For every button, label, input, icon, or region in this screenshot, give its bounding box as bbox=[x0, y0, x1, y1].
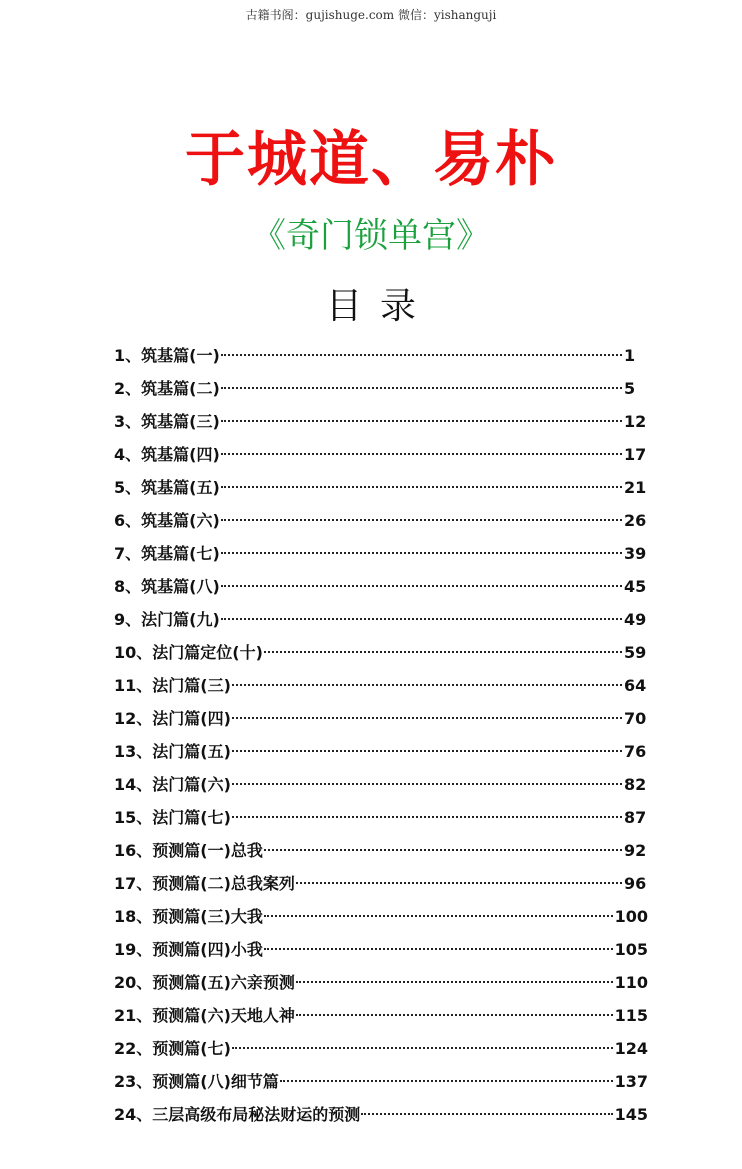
toc-entry-page: 17 bbox=[624, 445, 647, 464]
toc-entry[interactable] bbox=[114, 770, 648, 803]
toc-entry-label: 7、筑基篇(七) bbox=[114, 544, 220, 563]
toc-entry-label: 2、筑基篇(二) bbox=[114, 379, 220, 398]
toc-entry-page: 5 bbox=[624, 379, 636, 398]
toc-entry-label: 8、筑基篇(八) bbox=[114, 577, 220, 596]
toc-entry[interactable] bbox=[114, 968, 648, 1001]
toc-dot-leader bbox=[221, 354, 622, 356]
toc-entry-label: 14、法门篇(六) bbox=[114, 775, 231, 794]
toc-entry-label: 19、预测篇(四)小我 bbox=[114, 940, 263, 959]
toc-dot-leader bbox=[221, 387, 622, 389]
document-subtitle: 《奇门锁单宫》 bbox=[252, 216, 490, 256]
toc-entry-page: 45 bbox=[624, 577, 647, 596]
table-of-contents bbox=[114, 341, 648, 1133]
toc-entry-page: 64 bbox=[624, 676, 647, 695]
toc-entry-page: 59 bbox=[624, 643, 647, 662]
toc-dot-leader bbox=[264, 651, 622, 653]
toc-entry-page: 100 bbox=[614, 907, 648, 926]
toc-dot-leader bbox=[232, 783, 622, 785]
toc-dot-leader bbox=[221, 453, 622, 455]
toc-entry[interactable] bbox=[114, 407, 648, 440]
toc-dot-leader bbox=[280, 1080, 613, 1082]
toc-dot-leader bbox=[232, 684, 622, 686]
toc-dot-leader bbox=[296, 882, 622, 884]
toc-dot-leader bbox=[221, 486, 622, 488]
toc-entry[interactable] bbox=[114, 473, 648, 506]
toc-entry-label: 5、筑基篇(五) bbox=[114, 478, 220, 497]
toc-entry-page: 39 bbox=[624, 544, 647, 563]
toc-dot-leader bbox=[232, 816, 622, 818]
toc-entry[interactable] bbox=[114, 341, 648, 374]
toc-dot-leader bbox=[221, 519, 622, 521]
toc-entry-page: 87 bbox=[624, 808, 647, 827]
toc-entry-page: 1 bbox=[624, 346, 636, 365]
toc-entry-page: 92 bbox=[624, 841, 647, 860]
toc-entry[interactable] bbox=[114, 1067, 648, 1100]
toc-entry-label: 18、预测篇(三)大我 bbox=[114, 907, 263, 926]
toc-entry[interactable] bbox=[114, 374, 648, 407]
toc-entry-page: 26 bbox=[624, 511, 647, 530]
toc-entry[interactable] bbox=[114, 605, 648, 638]
toc-dot-leader bbox=[221, 618, 622, 620]
toc-entry-label: 16、预测篇(一)总我 bbox=[114, 841, 263, 860]
toc-entry[interactable] bbox=[114, 539, 648, 572]
toc-entry-page: 124 bbox=[614, 1039, 648, 1058]
toc-entry-page: 137 bbox=[614, 1072, 648, 1091]
toc-dot-leader bbox=[232, 717, 622, 719]
document-title: 于城道、易朴 bbox=[185, 125, 557, 195]
toc-dot-leader bbox=[221, 552, 622, 554]
toc-entry[interactable] bbox=[114, 638, 648, 671]
toc-entry-label: 21、预测篇(六)天地人神 bbox=[114, 1006, 295, 1025]
toc-entry-label: 11、法门篇(三) bbox=[114, 676, 231, 695]
toc-entry-label: 6、筑基篇(六) bbox=[114, 511, 220, 530]
toc-dot-leader bbox=[232, 1047, 613, 1049]
toc-entry[interactable] bbox=[114, 440, 648, 473]
toc-entry-label: 12、法门篇(四) bbox=[114, 709, 231, 728]
toc-entry[interactable] bbox=[114, 902, 648, 935]
toc-entry[interactable] bbox=[114, 869, 648, 902]
toc-entry-page: 105 bbox=[614, 940, 648, 959]
toc-entry[interactable] bbox=[114, 1100, 648, 1133]
toc-entry-page: 49 bbox=[624, 610, 647, 629]
toc-entry-label: 1、筑基篇(一) bbox=[114, 346, 220, 365]
toc-entry-label: 22、预测篇(七) bbox=[114, 1039, 231, 1058]
toc-entry-page: 82 bbox=[624, 775, 647, 794]
toc-entry[interactable] bbox=[114, 704, 648, 737]
toc-entry[interactable] bbox=[114, 506, 648, 539]
toc-dot-leader bbox=[264, 915, 613, 917]
toc-entry[interactable] bbox=[114, 1001, 648, 1034]
toc-dot-leader bbox=[296, 981, 613, 983]
toc-entry-label: 4、筑基篇(四) bbox=[114, 445, 220, 464]
toc-entry-page: 76 bbox=[624, 742, 647, 761]
toc-dot-leader bbox=[361, 1113, 612, 1115]
toc-dot-leader bbox=[221, 420, 622, 422]
toc-entry-page: 21 bbox=[624, 478, 647, 497]
toc-dot-leader bbox=[232, 750, 622, 752]
toc-entry-label: 23、预测篇(八)细节篇 bbox=[114, 1072, 279, 1091]
toc-entry[interactable] bbox=[114, 803, 648, 836]
toc-entry-label: 9、法门篇(九) bbox=[114, 610, 220, 629]
toc-entry-page: 12 bbox=[624, 412, 647, 431]
toc-entry-page: 115 bbox=[614, 1006, 648, 1025]
toc-entry-page: 145 bbox=[614, 1105, 648, 1124]
toc-entry-label: 20、预测篇(五)六亲预测 bbox=[114, 973, 295, 992]
toc-dot-leader bbox=[264, 948, 613, 950]
toc-entry-label: 24、三层高级布局秘法财运的预测 bbox=[114, 1105, 361, 1124]
toc-dot-leader bbox=[296, 1014, 613, 1016]
toc-entry-page: 70 bbox=[624, 709, 647, 728]
page-header: 古籍书阁：gujishuge.com 微信：yishanguji bbox=[245, 8, 497, 22]
toc-dot-leader bbox=[221, 585, 622, 587]
toc-entry-label: 17、预测篇(二)总我案列 bbox=[114, 874, 295, 893]
toc-entry-page: 96 bbox=[624, 874, 647, 893]
toc-entry[interactable] bbox=[114, 1034, 648, 1067]
toc-entry-label: 13、法门篇(五) bbox=[114, 742, 231, 761]
toc-entry[interactable] bbox=[114, 737, 648, 770]
toc-entry-label: 15、法门篇(七) bbox=[114, 808, 231, 827]
toc-entry[interactable] bbox=[114, 572, 648, 605]
toc-entry-page: 110 bbox=[614, 973, 648, 992]
toc-entry-label: 3、筑基篇(三) bbox=[114, 412, 220, 431]
toc-entry[interactable] bbox=[114, 935, 648, 968]
toc-dot-leader bbox=[264, 849, 622, 851]
toc-heading: 目录 bbox=[325, 286, 434, 327]
toc-entry[interactable] bbox=[114, 836, 648, 869]
toc-entry-label: 10、法门篇定位(十) bbox=[114, 643, 263, 662]
toc-entry[interactable] bbox=[114, 671, 648, 704]
